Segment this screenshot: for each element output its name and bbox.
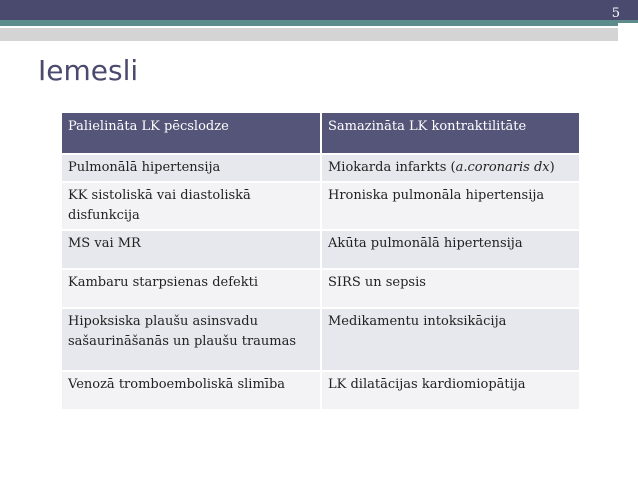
accent-line bbox=[0, 20, 638, 26]
gray-band bbox=[0, 28, 638, 41]
top-bar bbox=[0, 0, 638, 20]
table-cell: Hroniska pulmonāla hipertensija bbox=[321, 182, 580, 230]
table-cell: SIRS un sepsis bbox=[321, 269, 580, 308]
table-row bbox=[62, 308, 580, 371]
table-row bbox=[62, 371, 580, 410]
cell-text: Miokarda infarkts ( bbox=[328, 160, 456, 175]
page-number: 5 bbox=[611, 6, 620, 21]
table-header-row bbox=[62, 113, 580, 154]
table-cell: Medikamentu intoksikācija bbox=[321, 308, 580, 371]
corner-notch bbox=[618, 23, 638, 41]
table-row bbox=[62, 154, 580, 182]
table-cell: Pulmonālā hipertensija bbox=[62, 154, 321, 182]
table-cell bbox=[321, 154, 580, 182]
header-contractility: Samazināta LK kontraktilitāte bbox=[321, 113, 580, 154]
table-cell: Kambaru starpsienas defekti bbox=[62, 269, 321, 308]
table-cell: Akūta pulmonālā hipertensija bbox=[321, 230, 580, 269]
table-cell: Venozā tromboemboliskā slimība bbox=[62, 371, 321, 410]
table-row bbox=[62, 269, 580, 308]
page-title: Iemesli bbox=[38, 54, 139, 87]
table-row bbox=[62, 182, 580, 230]
table-cell: MS vai MR bbox=[62, 230, 321, 269]
table-cell: LK dilatācijas kardiomiopātija bbox=[321, 371, 580, 410]
table-cell: Hipoksiska plaušu asinsvadu sašaurināšanās un plaušu traumas bbox=[62, 308, 321, 371]
table-row bbox=[62, 230, 580, 269]
header-afterload: Palielināta LK pēcslodze bbox=[62, 113, 321, 154]
cell-italic-text: a.coronaris dx bbox=[455, 160, 550, 175]
table-cell: KK sistoliskā vai diastoliskā disfunkcija bbox=[62, 182, 321, 230]
causes-table bbox=[62, 113, 581, 411]
cell-text: ) bbox=[549, 160, 555, 175]
